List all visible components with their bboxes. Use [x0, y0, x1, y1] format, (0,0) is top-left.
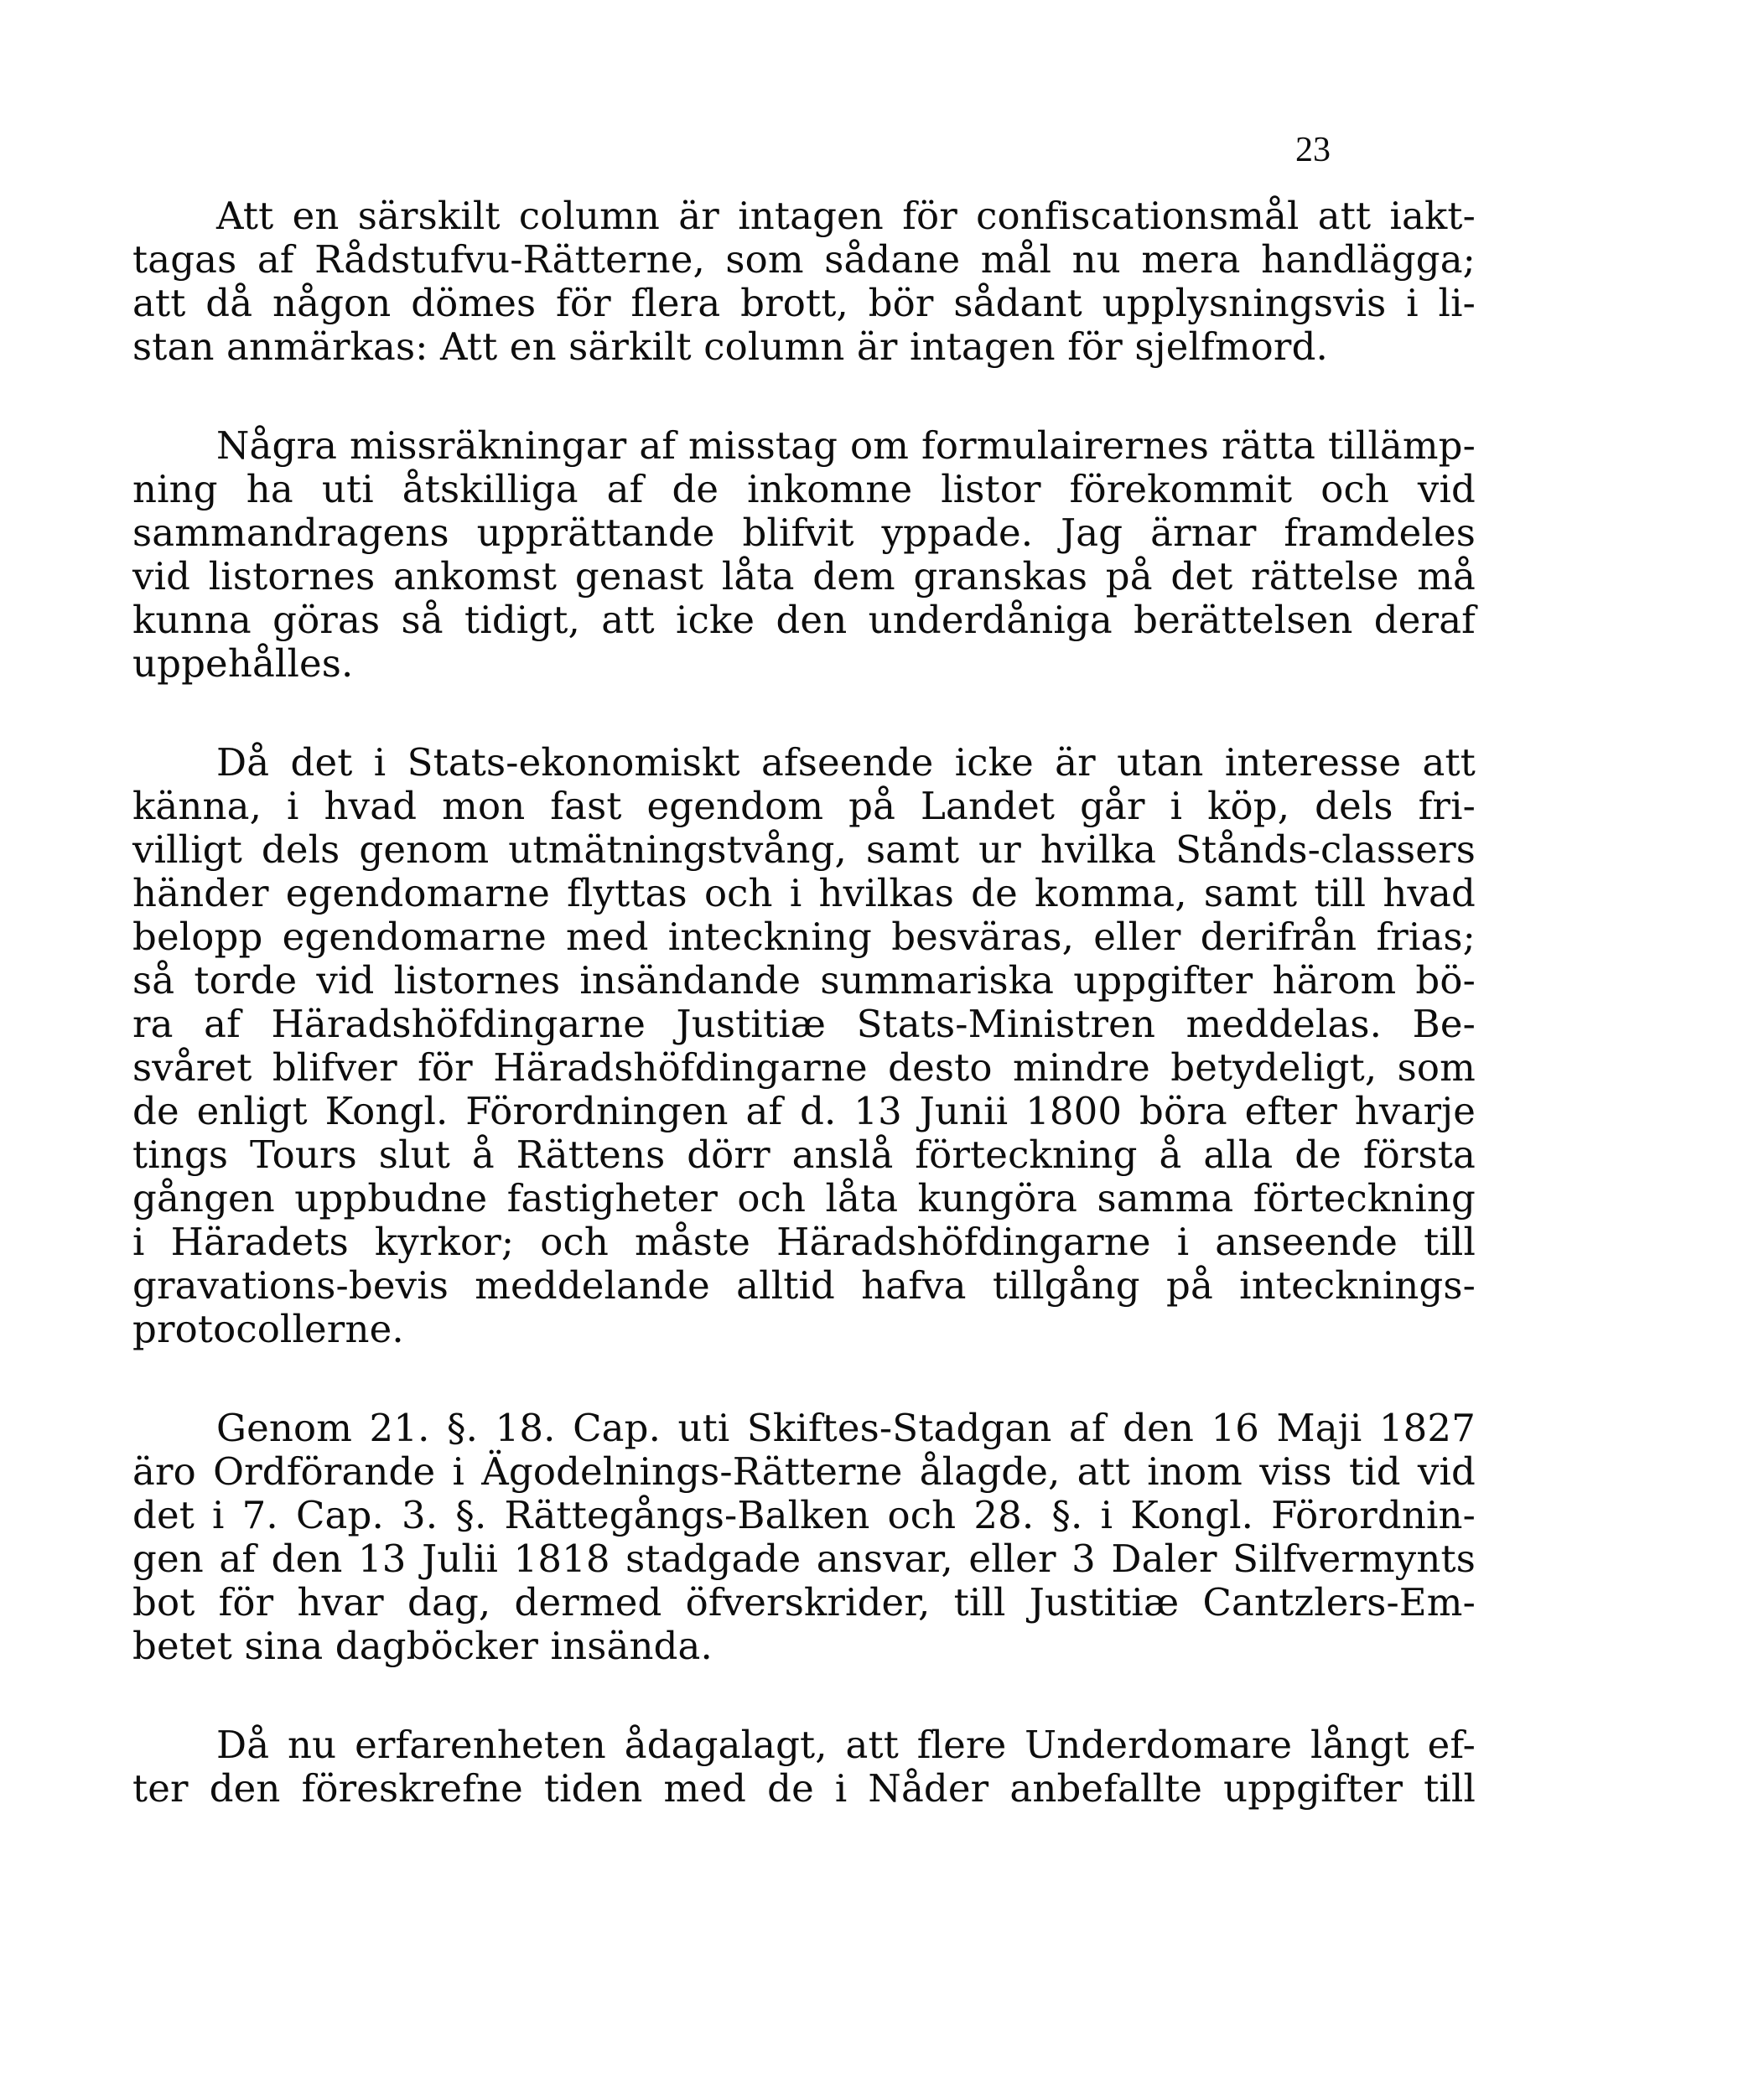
text-line: känna, i hvad mon fast egendom på Landet går i köp, dels fri-: [132, 784, 1476, 828]
text-line: Då nu erfarenheten ådagalagt, att flere Underdomare långt ef-: [216, 1723, 1476, 1767]
page-number: 23: [1295, 131, 1331, 169]
text-line: i Häradets kyrkor; och måste Häradshöfdingarne i anseende till: [132, 1220, 1476, 1264]
text-line: tagas af Rådstufvu-Rätterne, som sådane mål nu mera handlägga;: [132, 237, 1476, 282]
text-line: händer egendomarne flyttas och i hvilkas de komma, samt till hvad: [132, 871, 1476, 915]
text-line: tings Tours slut å Rättens dörr anslå förteckning å alla de första: [132, 1132, 1476, 1177]
text-line: ter den föreskrefne tiden med de i Nåder anbefallte uppgifter till: [132, 1766, 1476, 1811]
text-line: att då någon dömes för flera brott, bör sådant upplysningsvis i li-: [132, 281, 1476, 325]
body-text: [132, 194, 1476, 1866]
paragraph-confiscation-column: [132, 194, 1476, 369]
paragraph-land-division-courts: [132, 1407, 1476, 1668]
paragraph-property-sales: [132, 741, 1476, 1351]
text-line: gången uppbudne fastigheter och låta kungöra samma förteckning: [132, 1176, 1476, 1220]
text-line: de enligt Kongl. Förordningen af d. 13 Junii 1800 böra efter hvarje: [132, 1089, 1476, 1133]
text-line: gravations-bevis meddelande alltid hafva tillgång på intecknings-: [132, 1263, 1476, 1308]
paragraph-miscalculations: [132, 424, 1476, 686]
text-line: bot för hvar dag, dermed öfverskrider, till Justitiæ Cantzlers-Em-: [132, 1580, 1476, 1625]
text-line: Då det i Stats-ekonomiskt afseende icke är utan interesse att: [216, 740, 1476, 785]
text-line: gen af den 13 Julii 1818 stadgade ansvar, eller 3 Daler Silfvermynts: [132, 1537, 1476, 1581]
text-line: villigt dels genom utmätningstvång, samt ur hvilka Stånds-classers: [132, 827, 1476, 872]
text-line: ning ha uti åtskilliga af de inkomne listor förekommit och vid: [132, 467, 1476, 511]
text-line: betet sina dagböcker insända.: [132, 1624, 713, 1668]
text-line: belopp egendomarne med inteckning besväras, eller derifrån frias;: [132, 915, 1476, 959]
text-line: Några missräkningar af misstag om formulairernes rätta tillämp-: [216, 423, 1476, 468]
text-line: Genom 21. §. 18. Cap. uti Skiftes-Stadgan af den 16 Maji 1827: [216, 1406, 1476, 1450]
text-line: sammandragens upprättande blifvit yppade. Jag ärnar framdeles: [132, 510, 1476, 555]
text-line: ra af Häradshöfdingarne Justitiæ Stats-Ministren meddelas. Be-: [132, 1002, 1476, 1046]
paragraph-experience: [132, 1723, 1476, 1811]
text-line: stan anmärkas: Att en särkilt column är intagen för sjelfmord.: [132, 324, 1328, 369]
text-line: Att en särskilt column är intagen för confiscationsmål att iakt-: [216, 194, 1476, 238]
text-line: så torde vid listornes insändande summariska uppgifter härom bö-: [132, 958, 1476, 1003]
text-line: vid listornes ankomst genast låta dem granskas på det rättelse må: [132, 554, 1476, 599]
text-line: äro Ordförande i Ägodelnings-Rätterne ålagde, att inom viss tid vid: [132, 1449, 1476, 1494]
text-line: svåret blifver för Häradshöfdingarne desto mindre betydeligt, som: [132, 1045, 1476, 1090]
text-line: det i 7. Cap. 3. §. Rättegångs-Balken och 28. §. i Kongl. Förordnin-: [132, 1493, 1476, 1537]
text-line: uppehålles.: [132, 641, 354, 686]
text-line: protocollerne.: [132, 1307, 404, 1351]
text-line: kunna göras så tidigt, att icke den underdåniga berättelsen deraf: [132, 598, 1476, 642]
